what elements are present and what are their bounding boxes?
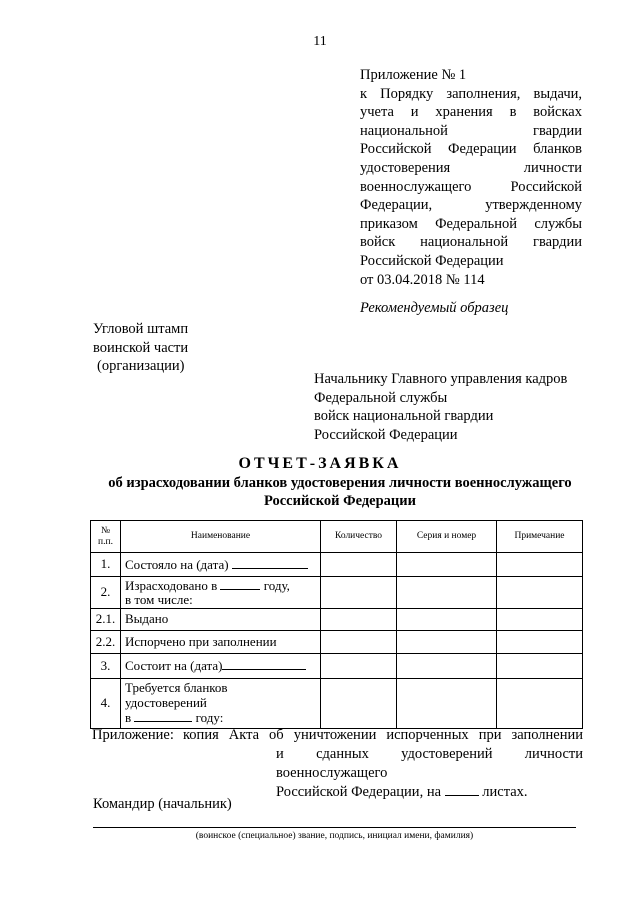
appendix-line: к Порядку заполнения, выдачи, <box>360 85 582 102</box>
row-number: 2. <box>91 577 121 609</box>
appendix-line: от 03.04.2018 № 114 <box>360 271 485 288</box>
header-remark: Примечание <box>497 521 583 553</box>
attachment-label: Приложение: <box>92 727 174 743</box>
document-title: ОТЧЕТ-ЗАЯВКА <box>238 455 402 472</box>
cell-series <box>397 654 497 679</box>
cell-remark <box>497 631 583 654</box>
appendix-block <box>360 66 582 289</box>
table-row <box>91 577 583 609</box>
cell-quantity <box>321 679 397 729</box>
cell-remark <box>497 654 583 679</box>
header-quantity: Количество <box>321 521 397 553</box>
row-name: Состояло на (дата) <box>121 553 321 577</box>
cell-series <box>397 609 497 631</box>
document-subtitle <box>90 474 590 510</box>
appendix-line: войск национальной гвардии <box>360 234 582 251</box>
appendix-line: приказом Федеральной службы <box>360 215 582 232</box>
cell-remark <box>497 679 583 729</box>
corner-stamp-block <box>93 320 188 376</box>
addressee-block <box>314 370 567 445</box>
sample-label: Рекомендуемый образец <box>360 300 509 316</box>
row-number: 2.2. <box>91 631 121 654</box>
attachment-line: Российской Федерации, на листах. <box>276 784 528 800</box>
cell-quantity <box>321 609 397 631</box>
report-table <box>90 520 583 729</box>
cell-remark <box>497 577 583 609</box>
stamp-line: воинской части <box>93 339 189 356</box>
appendix-line: учета и хранения в войсках <box>360 104 582 121</box>
cell-series <box>397 553 497 577</box>
row-name: Испорчено при заполнении <box>121 631 321 654</box>
attachment-line: копия Акта об уничтожении испорченных при заполнении <box>183 727 583 743</box>
row-name: Выдано <box>121 609 321 631</box>
cell-series <box>397 631 497 654</box>
addressee-line: Российской Федерации <box>314 427 458 444</box>
cell-remark <box>497 609 583 631</box>
fill-blank <box>232 557 308 569</box>
appendix-line: Федерации, утвержденному <box>360 197 582 214</box>
appendix-line: Приложение № 1 <box>360 67 467 83</box>
subtitle-line: об израсходовании бланков удостоверения личности военнослужащего <box>108 475 572 491</box>
cell-quantity <box>321 553 397 577</box>
cell-quantity <box>321 631 397 654</box>
attachment-body <box>183 726 583 802</box>
header-series: Серия и номер <box>397 521 497 553</box>
row-name: Требуется бланков удостоверений в году: <box>121 679 321 729</box>
addressee-line: Федеральной службы <box>314 389 448 406</box>
appendix-line: Российской Федерации бланков <box>360 141 582 158</box>
table-header-row <box>91 521 583 553</box>
table-row <box>91 679 583 729</box>
cell-series <box>397 577 497 609</box>
cell-remark <box>497 553 583 577</box>
cell-quantity <box>321 577 397 609</box>
appendix-line: Российской Федерации <box>360 252 504 269</box>
signature-caption: (воинское (специальное) звание, подпись, инициал имени, фамилия) <box>195 831 474 841</box>
addressee-line: войск национальной гвардии <box>314 408 494 425</box>
appendix-line: удостоверения личности <box>360 159 582 176</box>
addressee-line: Начальнику Главного управления кадров <box>314 371 568 387</box>
fill-blank <box>445 784 479 796</box>
row-number: 1. <box>91 553 121 577</box>
row-number: 4. <box>91 679 121 729</box>
fill-blank <box>222 658 306 670</box>
row-name: Израсходовано в году, в том числе: <box>121 577 321 609</box>
stamp-line: Угловой штамп <box>93 321 189 337</box>
row-name: Состоит на (дата) <box>121 654 321 679</box>
attachment-line: и сданных удостоверений личности военнослужащего <box>276 746 583 781</box>
signature-line <box>93 827 576 828</box>
row-number: 2.1. <box>91 609 121 631</box>
fill-blank <box>220 578 260 590</box>
cell-series <box>397 679 497 729</box>
appendix-line: национальной гвардии <box>360 122 582 139</box>
header-number: № п.п. <box>91 521 121 553</box>
fill-blank <box>134 710 192 722</box>
header-name: Наименование <box>121 521 321 553</box>
commander-label: Командир (начальник) <box>93 796 232 812</box>
table-row <box>91 654 583 679</box>
stamp-line: (организации) <box>97 358 185 374</box>
table-row <box>91 609 583 631</box>
table-row <box>91 553 583 577</box>
appendix-line: военнослужащего Российской <box>360 178 582 195</box>
subtitle-line: Российской Федерации <box>263 493 416 509</box>
row-number: 3. <box>91 654 121 679</box>
cell-quantity <box>321 654 397 679</box>
page-number: 11 <box>313 34 327 49</box>
table-row <box>91 631 583 654</box>
